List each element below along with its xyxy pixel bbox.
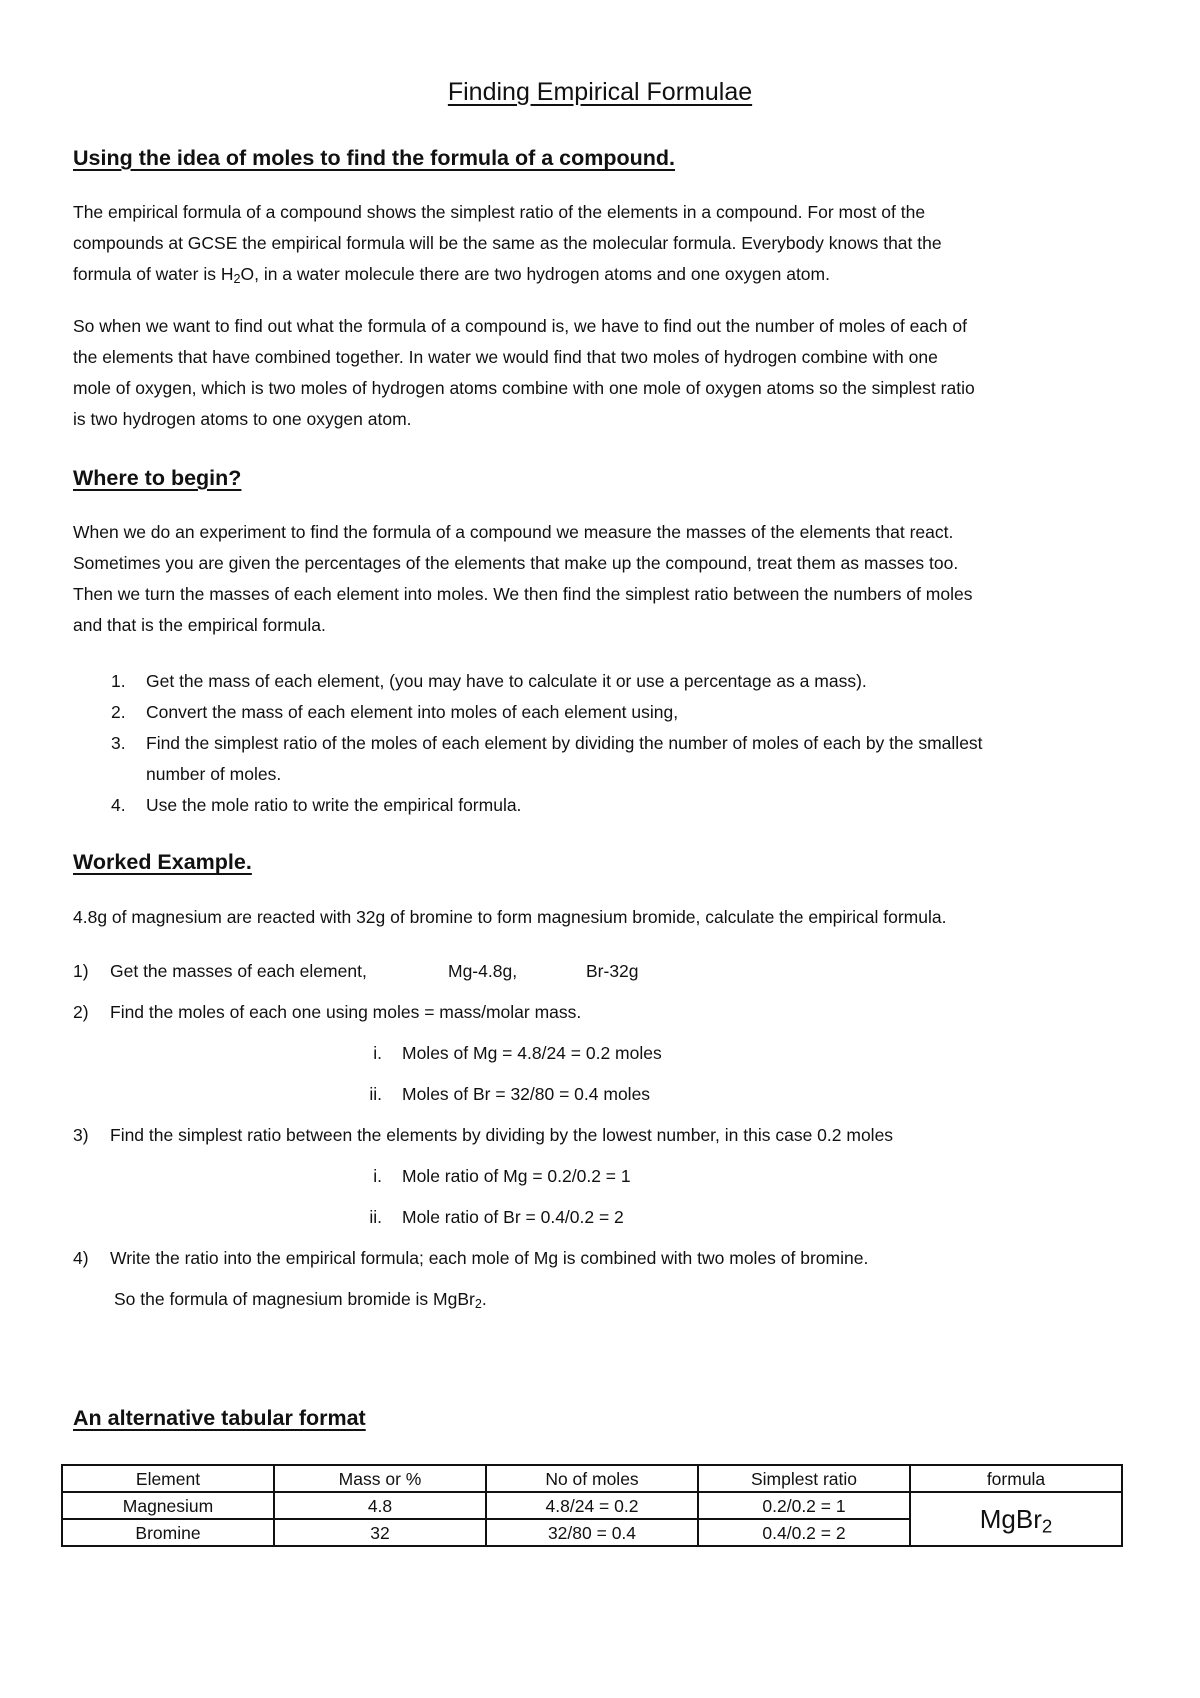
step-number: 4) bbox=[73, 1248, 89, 1268]
paragraph-line: mole of oxygen, which is two moles of hydrogen atoms combine with one mole of oxygen atoms so the simplest ratio bbox=[73, 378, 975, 398]
sub-step-number: i. bbox=[373, 1043, 382, 1063]
step-text: Get the masses of each element, bbox=[110, 961, 367, 981]
sub-step-text: Moles of Mg = 4.8/24 = 0.2 moles bbox=[402, 1043, 662, 1063]
formula-text: MgBr bbox=[979, 1504, 1042, 1534]
table-header-cell: Mass or % bbox=[274, 1465, 486, 1492]
paragraph-line bbox=[73, 259, 830, 290]
step-number: 4. bbox=[111, 795, 126, 815]
step-number: 1. bbox=[111, 671, 126, 691]
paragraph-line: the elements that have combined together. In water we would find that two moles of hydrogen combine with one bbox=[73, 347, 938, 367]
section-heading-tabular-format: An alternative tabular format bbox=[73, 1406, 366, 1430]
subscript: 2 bbox=[1041, 1515, 1053, 1537]
sub-step-text: Mole ratio of Mg = 0.2/0.2 = 1 bbox=[402, 1166, 631, 1186]
paragraph-line: When we do an experiment to find the formula of a compound we measure the masses of the elements that react. bbox=[73, 522, 954, 542]
table-cell: 32/80 = 0.4 bbox=[486, 1519, 698, 1546]
table-header-cell: Element bbox=[62, 1465, 274, 1492]
subscript: 2 bbox=[233, 272, 241, 287]
step-text: Convert the mass of each element into moles of each element using, bbox=[146, 702, 679, 722]
empirical-formula-table bbox=[61, 1464, 1123, 1547]
text-run: O, in a water molecule there are two hydrogen atoms and one oxygen atom. bbox=[240, 264, 830, 284]
step-text: Find the simplest ratio between the elements by dividing by the lowest number, in this case 0.2 moles bbox=[110, 1125, 894, 1145]
conclusion-line bbox=[114, 1284, 487, 1315]
step-number: 1) bbox=[73, 961, 89, 981]
step-number: 2) bbox=[73, 1002, 89, 1022]
paragraph-line: Then we turn the masses of each element into moles. We then find the simplest ratio between the numbers of moles bbox=[73, 584, 973, 604]
paragraph-line: 4.8g of magnesium are reacted with 32g of bromine to form magnesium bromide, calculate the empirical formula. bbox=[73, 907, 947, 927]
table-header-cell: formula bbox=[910, 1465, 1122, 1492]
table-header-cell: No of moles bbox=[486, 1465, 698, 1492]
step-text: Find the moles of each one using moles = mass/molar mass. bbox=[110, 1002, 582, 1022]
paragraph-line: So when we want to find out what the formula of a compound is, we have to find out the number of moles of each of bbox=[73, 316, 967, 336]
paragraph-line: Sometimes you are given the percentages of the elements that make up the compound, treat them as masses too. bbox=[73, 553, 959, 573]
table-cell: 0.4/0.2 = 2 bbox=[698, 1519, 910, 1546]
step-number: 3. bbox=[111, 733, 126, 753]
table-cell: 4.8/24 = 0.2 bbox=[486, 1492, 698, 1519]
section-heading-worked-example: Worked Example. bbox=[73, 850, 252, 874]
text-run: . bbox=[481, 1289, 487, 1309]
table-cell: 0.2/0.2 = 1 bbox=[698, 1492, 910, 1519]
paragraph-line: is two hydrogen atoms to one oxygen atom. bbox=[73, 409, 412, 429]
step-number: 3) bbox=[73, 1125, 89, 1145]
sub-step-number: i. bbox=[373, 1166, 382, 1186]
paragraph-line: The empirical formula of a compound shows the simplest ratio of the elements in a compound. For most of the bbox=[73, 202, 926, 222]
table-cell: Magnesium bbox=[62, 1492, 274, 1519]
step-text: Use the mole ratio to write the empirical formula. bbox=[146, 795, 522, 815]
text-run: formula of water is H bbox=[73, 264, 234, 284]
paragraph-line: and that is the empirical formula. bbox=[73, 615, 326, 635]
sub-step-text: Mole ratio of Br = 0.4/0.2 = 2 bbox=[402, 1207, 624, 1227]
page-title: Finding Empirical Formulae bbox=[447, 78, 753, 106]
mass-mg: Mg-4.8g, bbox=[448, 961, 518, 981]
mass-br: Br-32g bbox=[586, 961, 639, 981]
sub-step-number: ii. bbox=[369, 1207, 382, 1227]
table-cell: 32 bbox=[274, 1519, 486, 1546]
table-header-row bbox=[62, 1465, 1122, 1492]
step-text: Find the simplest ratio of the moles of each element by dividing the number of moles of each by the smallest bbox=[146, 733, 983, 753]
section-heading-moles: Using the idea of moles to find the formula of a compound. bbox=[73, 146, 676, 170]
paragraph-line: compounds at GCSE the empirical formula will be the same as the molecular formula. Everybody knows that the bbox=[73, 233, 942, 253]
step-number: 2. bbox=[111, 702, 126, 722]
text-run: So the formula of magnesium bromide is MgBr bbox=[114, 1289, 475, 1309]
table-cell: 4.8 bbox=[274, 1492, 486, 1519]
table-row bbox=[62, 1492, 1122, 1519]
step-text: Write the ratio into the empirical formula; each mole of Mg is combined with two moles of bromine. bbox=[110, 1248, 869, 1268]
step-text: Get the mass of each element, (you may have to calculate it or use a percentage as a mass). bbox=[146, 671, 867, 691]
step-text-continued: number of moles. bbox=[146, 764, 282, 784]
table-header-cell: Simplest ratio bbox=[698, 1465, 910, 1492]
sub-step-number: ii. bbox=[369, 1084, 382, 1104]
sub-step-text: Moles of Br = 32/80 = 0.4 moles bbox=[402, 1084, 651, 1104]
section-heading-where-to-begin: Where to begin? bbox=[73, 466, 242, 490]
subscript: 2 bbox=[474, 1297, 482, 1312]
table-cell: Bromine bbox=[62, 1519, 274, 1546]
formula-cell bbox=[910, 1492, 1122, 1546]
